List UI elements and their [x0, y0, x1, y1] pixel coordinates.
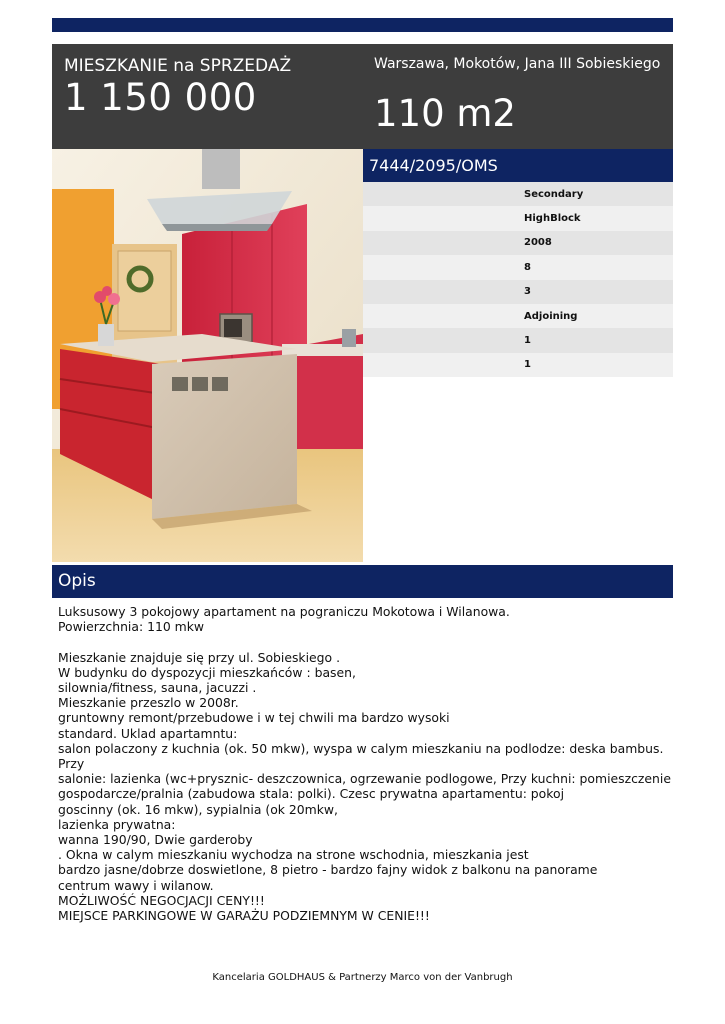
location: Warszawa, Mokotów, Jana III Sobieskiego [374, 56, 661, 72]
property-photo [52, 149, 363, 562]
description-line: salonie: lazienka (wc+prysznic- deszczownica, ogrzewanie podlogowe, Przy kuchni: pomieszczenie [58, 771, 671, 787]
description-line: salon polaczony z kuchnia (ok. 50 mkw), wyspa w calym mieszkaniu na podlodze: deska bambus. [58, 740, 664, 756]
description-line: MOŻLIWOŚĆ NEGOCJACJI CENY!!! [58, 892, 265, 908]
detail-row: HighBlock [363, 206, 673, 230]
description-line: MIEJSCE PARKINGOWE W GARAŻU PODZIEMNYM W CENIE!!! [58, 908, 430, 924]
footer: Kancelaria GOLDHAUS & Partnerzy Marco von der Vanbrugh [212, 972, 513, 983]
description-line: centrum wawy i wilanow. [58, 877, 214, 893]
details-table [363, 182, 673, 377]
description-line: Luksusowy 3 pokojowy apartament na pograniczu Mokotowa i Wilanowa. [58, 604, 510, 619]
description-line: Powierzchnia: 110 mkw [58, 619, 205, 635]
description-line: Przy [58, 756, 85, 772]
detail-row: 1 [363, 353, 673, 377]
detail-row: 2008 [363, 231, 673, 255]
price: 1 150 000 [64, 76, 257, 119]
description-line: gruntowny remont/przebudowe i w tej chwili ma bardzo wysoki [58, 710, 450, 726]
description-text [58, 604, 670, 923]
offer-type: MIESZKANIE na SPRZEDAŻ [64, 56, 292, 76]
description-line: lazienka prywatna: [58, 816, 176, 832]
section-title: Opis [58, 571, 96, 591]
description-line: goscinny (ok. 16 mkw), sypialnia (ok 20mkw, [58, 801, 338, 817]
description-line: W budynku do dyspozycji mieszkańców : basen, [58, 664, 356, 680]
description-line: wanna 190/90, Dwie garderoby [58, 832, 253, 848]
detail-row: Adjoining [363, 304, 673, 328]
description-line: gospodarcze/pralnia (zabudowa stala: polki). Czesc prywatna apartamentu: pokoj [58, 786, 565, 802]
detail-row: 3 [363, 280, 673, 304]
area: 110 m2 [374, 92, 516, 135]
description-line: . Okna w calym mieszkaniu wychodza na strone wschodnia, mieszkania jest [58, 847, 529, 863]
description-line: standard. Uklad apartamntu: [58, 725, 238, 741]
listing-header [52, 44, 673, 149]
description-line: bardzo jasne/dobrze doswietlone, 8 pietro - bardzo fajny widok z balkonu na panorame [58, 862, 598, 878]
description-line: Mieszkanie znajduje się przy ul. Sobieskiego . [58, 649, 341, 665]
description-section-bar [52, 565, 673, 598]
description-line: Mieszkanie przeszlo w 2008r. [58, 695, 239, 711]
top-accent-bar [52, 18, 673, 32]
reference-number: 7444/2095/OMS [369, 156, 498, 175]
detail-row: 8 [363, 255, 673, 279]
reference-bar [363, 149, 673, 182]
description-line [58, 634, 670, 649]
description-line: silownia/fitness, sauna, jacuzzi . [58, 680, 257, 695]
detail-row: 1 [363, 328, 673, 352]
detail-row: Secondary [363, 182, 673, 206]
